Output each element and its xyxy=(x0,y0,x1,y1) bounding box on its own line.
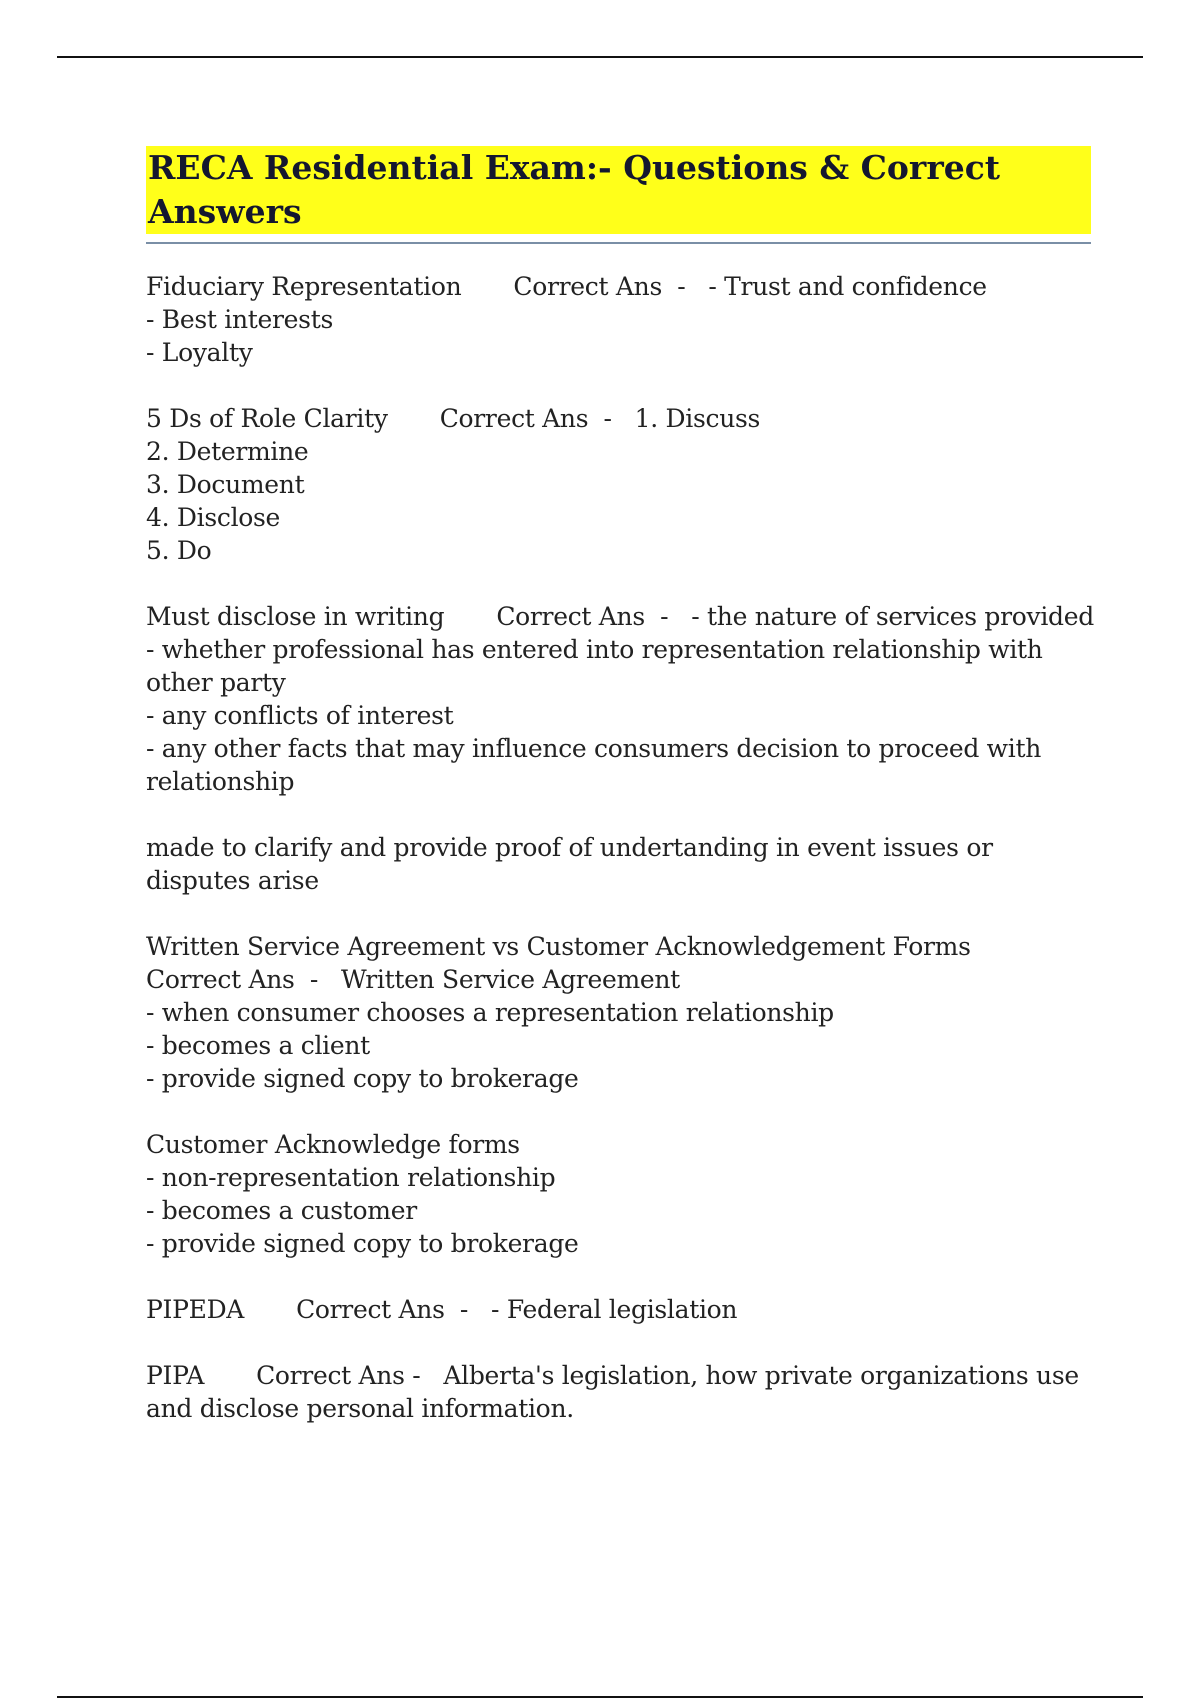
answer-text: 1. Discuss xyxy=(634,404,761,433)
document-content xyxy=(146,146,1094,1425)
answer-line: - any other facts that may influence consumers decision to proceed with relationship xyxy=(146,734,1042,796)
qa-block-disclose-writing xyxy=(146,600,1094,798)
answer-line: - when consumer chooses a representation relationship xyxy=(146,998,834,1027)
qa-block-pipa xyxy=(146,1359,1091,1425)
answer-text: Alberta's legislation, how private organizations use and disclose personal information. xyxy=(146,1361,1079,1423)
answer-tag: Correct Ans - xyxy=(496,602,669,631)
qa-block-service-agreement xyxy=(146,930,1091,1095)
question-text: 5 Ds of Role Clarity xyxy=(146,404,388,433)
answer-tag: Correct Ans - xyxy=(296,1295,469,1324)
qa-block-role-clarity xyxy=(146,402,1091,567)
answer-text: Written Service Agreement xyxy=(340,965,680,994)
question-text: Must disclose in writing xyxy=(146,602,445,631)
answer-line: - Best interests xyxy=(146,305,333,334)
answer-line: 5. Do xyxy=(146,536,212,565)
qa-block-fiduciary xyxy=(146,270,1091,369)
bottom-rule xyxy=(57,1696,1143,1698)
qa-block-customer-acknowledge xyxy=(146,1128,1091,1260)
answer-line: - whether professional has entered into representation relationship with other party xyxy=(146,635,1043,697)
answer-line: - Loyalty xyxy=(146,338,253,367)
answer-line: - becomes a customer xyxy=(146,1196,417,1225)
top-rule xyxy=(57,56,1143,58)
document-title: RECA Residential Exam:- Questions & Correct Answers xyxy=(146,146,1091,234)
answer-line: - provide signed copy to brokerage xyxy=(146,1229,579,1258)
answer-text: - Trust and confidence xyxy=(708,272,987,301)
answer-line: - non-representation relationship xyxy=(146,1163,556,1192)
question-text: made to clarify and provide proof of undertanding in event issues or disputes arise xyxy=(146,833,993,895)
answer-tag: Correct Ans - xyxy=(256,1361,421,1390)
question-text: PIPA xyxy=(146,1361,205,1390)
section-heading: Customer Acknowledge forms xyxy=(146,1130,520,1159)
answer-line: 4. Disclose xyxy=(146,503,281,532)
answer-tag: Correct Ans - xyxy=(439,404,612,433)
qa-block-clarify-proof xyxy=(146,831,1091,897)
answer-line: 2. Determine xyxy=(146,437,309,466)
qa-block-pipeda xyxy=(146,1293,1091,1326)
answer-line: - any conflicts of interest xyxy=(146,701,454,730)
title-underline xyxy=(146,146,1091,244)
question-text: Fiduciary Representation xyxy=(146,272,462,301)
question-text: Written Service Agreement vs Customer Acknowledgement Forms xyxy=(146,932,971,961)
answer-line: - becomes a client xyxy=(146,1031,370,1060)
answer-text: - the nature of services provided xyxy=(691,602,1094,631)
answer-tag: Correct Ans - xyxy=(513,272,686,301)
answer-line: 3. Document xyxy=(146,470,305,499)
answer-tag: Correct Ans - xyxy=(146,965,318,994)
question-text: PIPEDA xyxy=(146,1295,245,1324)
qa-list xyxy=(146,270,1094,1425)
answer-text: - Federal legislation xyxy=(491,1295,738,1324)
answer-line: - provide signed copy to brokerage xyxy=(146,1064,579,1093)
